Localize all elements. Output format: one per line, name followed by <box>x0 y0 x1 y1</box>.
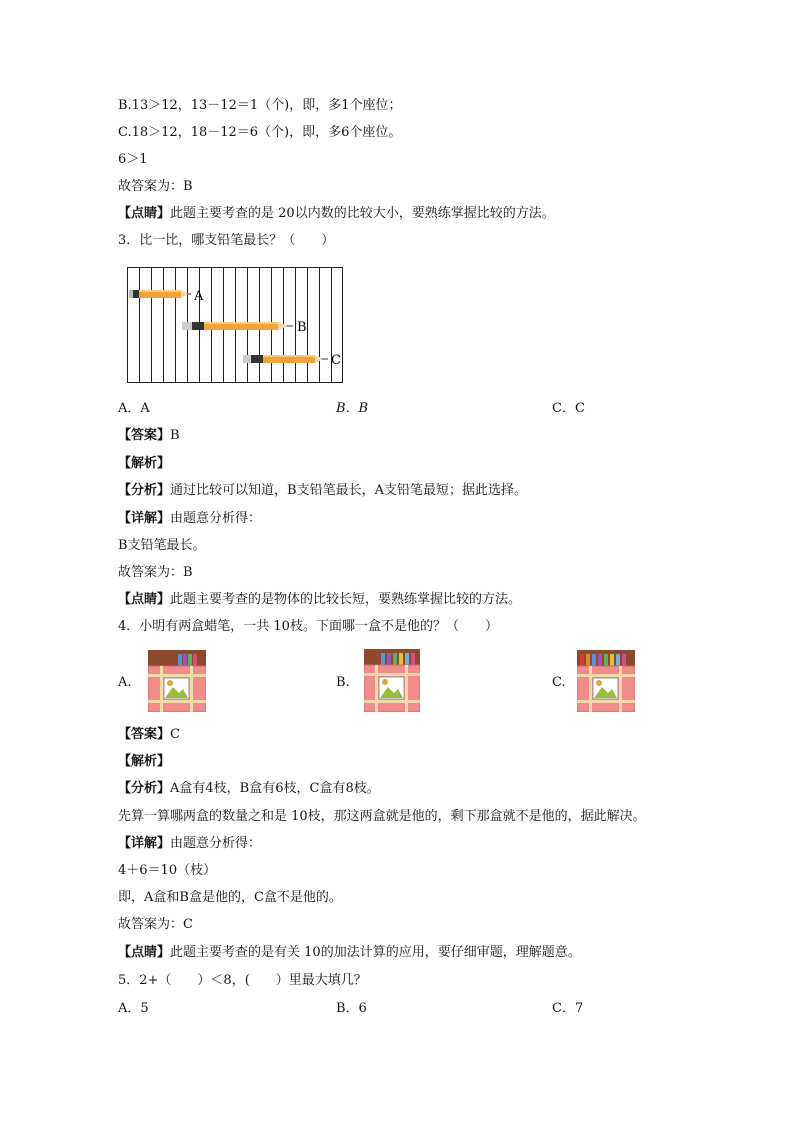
pencil-grid-figure <box>127 267 343 383</box>
question-5-stem: 5．2+（ ）＜8，( ）里最大填几？ <box>118 973 367 988</box>
answer-line <box>118 726 180 744</box>
text-line: 故答案为：B <box>118 565 193 580</box>
tip-line <box>118 591 521 609</box>
pencil-c <box>243 355 328 363</box>
tip-tag: 【点睛】 <box>118 945 171 960</box>
answer-tag: 【答案】 <box>118 727 171 742</box>
pencil-label-c: C <box>331 353 341 368</box>
tip-text: 此题主要考查的是物体的比较长短，要熟练掌握比较的方法。 <box>170 592 522 607</box>
fenxi-line <box>118 482 527 500</box>
xiangjie-text: 由题意分析得： <box>170 836 262 851</box>
option-c[interactable]: C．7 <box>552 1001 584 1016</box>
question-4-stem: 4．小明有两盒蜡笔，一共 10枝。下面哪一盒不是他的？（ ） <box>118 619 498 634</box>
analysis-tag: 【解析】 <box>118 754 171 769</box>
option-b[interactable]: B. <box>336 675 350 690</box>
answer-line <box>118 427 180 445</box>
xiangjie-line <box>118 510 261 528</box>
crayon-box-a[interactable] <box>148 650 206 712</box>
fenxi-tag: 【分析】 <box>118 781 171 796</box>
crayon-box-b[interactable] <box>364 649 420 712</box>
option-c[interactable]: C．C <box>552 401 585 416</box>
fenxi-text: 通过比较可以知道，B支铅笔最长，A支铅笔最短；据此选择。 <box>170 483 527 498</box>
tip-tag: 【点睛】 <box>118 592 171 607</box>
crayon-box-c[interactable] <box>577 650 635 712</box>
question-3-stem: 3．比一比，哪支铅笔最长？（ ） <box>118 233 335 248</box>
fenxi-tag: 【分析】 <box>118 483 171 498</box>
analysis-tag: 【解析】 <box>118 456 171 471</box>
option-c[interactable]: C. <box>552 675 566 690</box>
pencil-label-a: A <box>194 289 204 304</box>
option-a[interactable]: A. <box>118 675 132 690</box>
tip-line <box>118 205 555 223</box>
text-line: B.13＞12，13－12＝1（个)，即，多1个座位； <box>118 98 402 113</box>
tip-tag: 【点睛】 <box>118 206 171 221</box>
option-b[interactable]: B．6 <box>336 1001 367 1016</box>
fenxi-line <box>118 780 380 798</box>
pencil-b <box>182 322 293 330</box>
pencil-label-b: B <box>297 320 307 335</box>
text-line: 故答案为：B <box>118 179 193 194</box>
tip-text: 此题主要考查的是 20以内数的比较大小，要熟练掌握比较的方法。 <box>170 206 555 221</box>
xiangjie-text: 由题意分析得： <box>170 511 262 526</box>
text-line: 故答案为：C <box>118 917 193 932</box>
text-line: C.18＞12，18－12＝6（个)，即，多6个座位。 <box>118 125 402 140</box>
answer-tag: 【答案】 <box>118 428 171 443</box>
xiangjie-tag: 【详解】 <box>118 836 171 851</box>
text-line: B支铅笔最长。 <box>118 538 206 553</box>
pencil-a <box>129 290 191 298</box>
fenxi-text: A盒有4枝，B盒有6枝，C盒有8枝。 <box>170 781 380 796</box>
text-line: 即，A盒和B盒是他的，C盒不是他的。 <box>118 890 342 905</box>
text-line: 先算一算哪两盒的数量之和是 10枝，那这两盒就是他的，剩下那盒就不是他的，据此解决。 <box>118 809 646 824</box>
option-a[interactable]: A．A <box>118 401 150 416</box>
calc-line: 4＋6＝10（枝） <box>118 863 217 878</box>
xiangjie-tag: 【详解】 <box>118 511 171 526</box>
tip-line <box>118 944 581 962</box>
option-b[interactable]: B．B <box>336 401 369 416</box>
answer-value: B <box>170 428 180 443</box>
option-a[interactable]: A．5 <box>118 1001 149 1016</box>
answer-value: C <box>170 727 180 742</box>
tip-text: 此题主要考查的是有关 10的加法计算的应用，要仔细审题，理解题意。 <box>170 945 581 960</box>
text-line: 6＞1 <box>118 152 148 167</box>
xiangjie-line <box>118 835 261 853</box>
